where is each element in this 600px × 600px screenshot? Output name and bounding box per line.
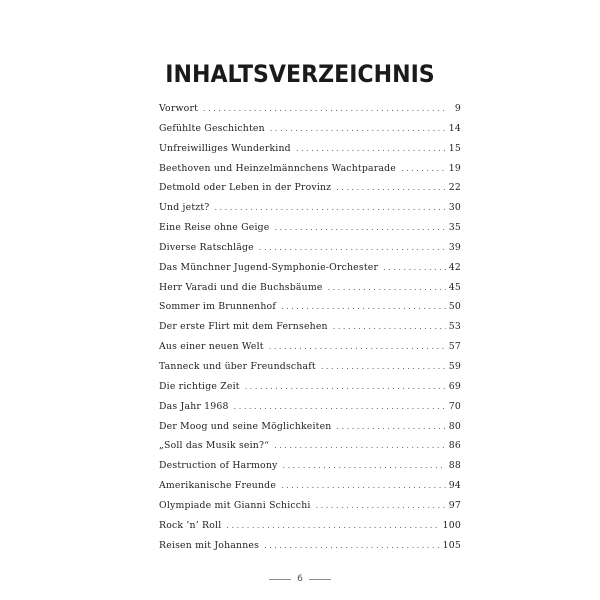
toc-entry-title: Rock ’n’ Roll [159, 519, 222, 531]
toc-entry-title: Aus einer neuen Welt [159, 341, 264, 353]
dot-leader [328, 283, 446, 292]
toc-entry-title: Tanneck und über Freundschaft [159, 360, 316, 372]
toc-entry [159, 321, 461, 341]
toc-entry [159, 123, 461, 143]
page-footer [0, 574, 600, 584]
toc-entry [159, 341, 461, 361]
dot-leader [275, 223, 446, 232]
toc-entry-title: Der erste Flirt mit dem Fernsehen [159, 321, 328, 333]
toc-entry-page: 30 [448, 202, 461, 214]
page-title: INHALTSVERZEICHNIS [165, 60, 435, 88]
dot-leader [234, 402, 446, 411]
dot-leader [245, 382, 446, 391]
toc-entry-page: 14 [448, 122, 461, 134]
toc-entry-title: Das Jahr 1968 [159, 400, 229, 412]
toc-entry-page: 69 [448, 380, 461, 392]
page-number: 6 [297, 574, 303, 584]
toc-entry [159, 222, 461, 242]
toc-entry-page: 9 [454, 103, 461, 114]
dot-leader [274, 441, 446, 450]
toc-entry-page: 59 [448, 360, 461, 372]
dot-leader [281, 302, 446, 311]
toc-entry-page: 42 [448, 261, 461, 273]
dot-leader [269, 342, 446, 351]
toc-entry [159, 381, 461, 401]
toc-entry-page: 105 [442, 539, 461, 551]
toc-entry-page: 15 [448, 142, 461, 154]
toc-entry-title: Detmold oder Leben in der Provinz [159, 182, 332, 194]
toc-entry [159, 421, 461, 441]
toc-entry [159, 242, 461, 262]
toc-entry [159, 480, 461, 500]
dot-leader [203, 104, 448, 113]
toc-entry-title: Olympiade mit Gianni Schicchi [159, 499, 311, 511]
dot-leader [283, 461, 446, 470]
toc-entry [159, 282, 461, 302]
dot-leader [296, 144, 446, 153]
toc-entry-page: 35 [448, 222, 461, 234]
table-of-contents [159, 103, 461, 559]
toc-entry-page: 53 [448, 321, 461, 333]
toc-entry-title: Sommer im Brunnenhof [159, 301, 276, 313]
toc-entry-title: „Soll das Musik sein?“ [159, 440, 270, 452]
toc-entry-page: 70 [448, 400, 461, 412]
dot-leader [264, 541, 440, 550]
toc-entry-title: Vorwort [159, 103, 199, 114]
toc-entry-title: Eine Reise ohne Geige [159, 222, 270, 234]
toc-entry-title: Unfreiwilliges Wunderkind [159, 142, 291, 154]
dot-leader [226, 521, 439, 530]
toc-entry-title: Und jetzt? [159, 202, 210, 214]
dot-leader [316, 501, 446, 510]
dot-leader [336, 183, 445, 192]
toc-entry [159, 440, 461, 460]
toc-entry-title: Gefühlte Geschichten [159, 122, 265, 134]
toc-entry-title: Reisen mit Johannes [159, 539, 260, 551]
toc-entry-title: Das Münchner Jugend-Symphonie-Orchester [159, 261, 379, 273]
dot-leader [214, 203, 445, 212]
dot-leader [383, 263, 446, 272]
toc-entry-title: Beethoven und Heinzelmännchens Wachtparade [159, 162, 396, 174]
toc-entry-title: Der Moog und seine Möglichkeiten [159, 420, 332, 432]
toc-entry-title: Die richtige Zeit [159, 380, 240, 392]
toc-entry [159, 460, 461, 480]
toc-entry-page: 100 [442, 519, 461, 531]
toc-entry-page: 88 [448, 460, 461, 472]
toc-entry [159, 163, 461, 183]
toc-entry-title: Herr Varadi und die Buchsbäume [159, 281, 323, 293]
toc-entry-page: 19 [448, 162, 461, 174]
dot-leader [281, 481, 446, 490]
toc-entry-page: 86 [448, 440, 461, 452]
dot-leader [337, 422, 446, 431]
toc-entry-page: 45 [448, 281, 461, 293]
toc-entry-page: 39 [448, 241, 461, 253]
toc-entry-page: 80 [448, 420, 461, 432]
toc-entry-title: Diverse Ratschläge [159, 241, 254, 253]
dot-leader [401, 164, 446, 173]
toc-entry [159, 202, 461, 222]
toc-entry-title: Amerikanische Freunde [159, 480, 277, 492]
toc-entry [159, 182, 461, 202]
toc-entry-page: 22 [448, 182, 461, 194]
dot-leader [259, 243, 446, 252]
toc-entry [159, 401, 461, 421]
toc-entry [159, 143, 461, 163]
toc-entry-page: 97 [448, 499, 461, 511]
toc-entry-page: 50 [448, 301, 461, 313]
toc-entry-page: 94 [448, 480, 461, 492]
toc-entry [159, 301, 461, 321]
dot-leader [270, 124, 446, 133]
toc-entry-title: Destruction of Harmony [159, 460, 278, 472]
toc-entry-page: 57 [448, 341, 461, 353]
toc-entry [159, 500, 461, 520]
footer-rule-left [269, 579, 291, 580]
toc-entry [159, 262, 461, 282]
toc-entry [159, 361, 461, 381]
toc-entry [159, 103, 461, 123]
dot-leader [321, 362, 446, 371]
toc-entry [159, 540, 461, 560]
toc-entry [159, 520, 461, 540]
dot-leader [333, 322, 446, 331]
footer-rule-right [309, 579, 331, 580]
